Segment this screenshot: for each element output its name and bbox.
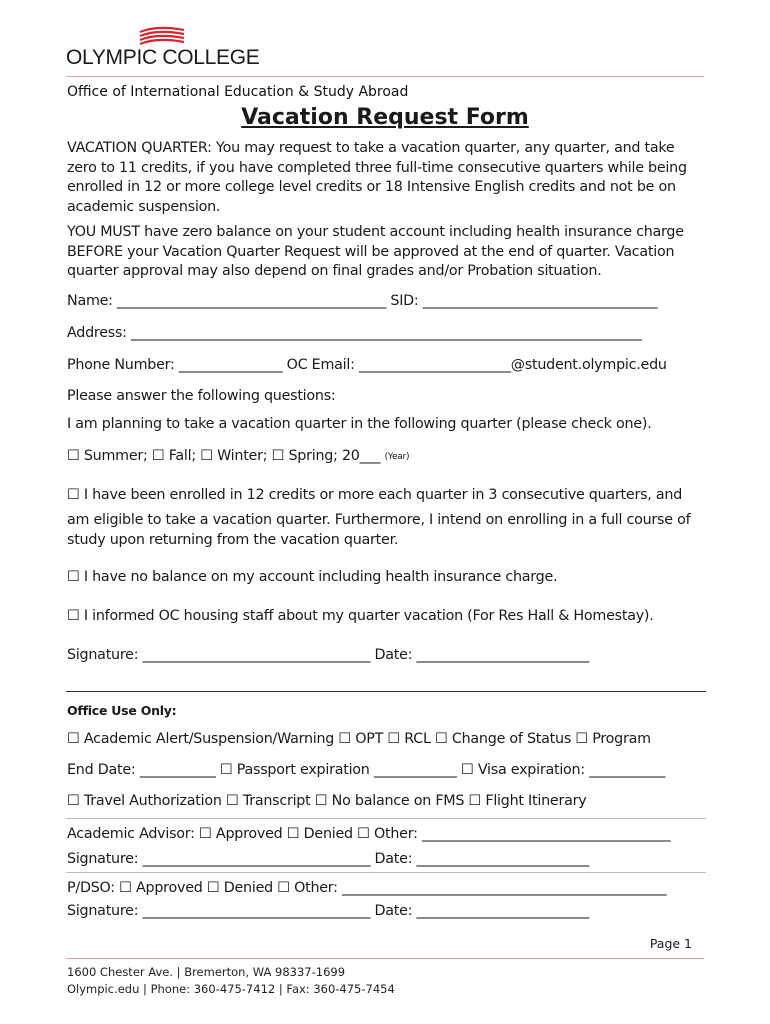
enrolled-statement-line-3: study upon returning from the vacation quarter. [67,532,399,548]
header-divider [66,76,704,77]
office-use-row-2[interactable]: End Date: ___________ ☐ Passport expiration ____________ ☐ Visa expiration: ___________ [67,762,666,778]
olympic-college-logo [66,26,266,72]
office-use-heading: Office Use Only: [67,703,177,718]
footer-address: 1600 Chester Ave. | Bremerton, WA 98337-1699 [67,965,346,979]
office-use-divider [66,691,706,692]
quarter-prompt: I am planning to take a vacation quarter in the following quarter (please check one). [67,416,652,432]
office-use-row-1[interactable]: ☐ Academic Alert/Suspension/Warning ☐ OPT ☐ RCL ☐ Change of Status ☐ Program [67,731,651,747]
office-name: Office of International Education & Study Abroad [67,84,409,100]
housing-checkbox[interactable]: ☐ I informed OC housing staff about my quarter vacation (For Res Hall & Homestay). [67,608,654,624]
office-use-row-3[interactable]: ☐ Travel Authorization ☐ Transcript ☐ No balance on FMS ☐ Flight Itinerary [67,793,587,809]
quarter-checkboxes[interactable]: ☐ Summer; ☐ Fall; ☐ Winter; ☐ Spring; 20___ [67,448,381,464]
advisor-divider [66,818,706,819]
pdso-signature-field[interactable]: Signature: _________________________________ Date: _________________________ [67,903,590,919]
enrolled-statement-line-2: am eligible to take a vacation quarter. Furthermore, I intend on enrolling in a full course of [67,512,691,528]
office-use-label [67,701,707,721]
logo-text: OLYMPIC COLLEGE [66,46,260,69]
footer-contact: Olympic.edu | Phone: 360-475-7412 | Fax: 360-475-7454 [67,982,395,996]
phone-email-field[interactable]: Phone Number: _______________ OC Email: ______________________@student.olympic.edu [67,357,667,373]
advisor-signature-field[interactable]: Signature: _________________________________ Date: _________________________ [67,851,590,867]
intro-vacation-quarter: VACATION QUARTER: You may request to take a vacation quarter, any quarter, and take zero to 11 credits, if you have completed three full-time consecutive quarters while being enrolled in 12 or more college level credits or 18 Intensive English credits and not be on academic suspension. [67,140,687,215]
quarter-options[interactable] [67,446,707,467]
student-signature-field[interactable]: Signature: _________________________________ Date: _________________________ [67,647,590,663]
address-field[interactable]: Address: __________________________________________________________________________ [67,325,642,341]
form-title: Vacation Request Form [241,105,529,130]
academic-advisor-row[interactable]: Academic Advisor: ☐ Approved ☐ Denied ☐ Other: ____________________________________ [67,826,671,842]
pdso-divider [66,872,706,873]
intro-balance-requirement: YOU MUST have zero balance on your student account including health insurance charge BEFORE your Vacation Quarter Request will be approved at the end of quarter. Vacation quarter approval may also depend on final grades and/or Probation situation. [67,224,684,279]
questions-prompt: Please answer the following questions: [67,388,336,404]
page-number: Page 1 [649,936,692,951]
name-sid-field[interactable]: Name: _______________________________________ SID: __________________________________ [67,293,658,309]
logo-swoosh-icon [138,26,186,48]
footer-divider [66,958,704,959]
enrolled-statement-line-1[interactable]: ☐ I have been enrolled in 12 credits or more each quarter in 3 consecutive quarters, and [67,487,683,503]
no-balance-checkbox[interactable]: ☐ I have no balance on my account including health insurance charge. [67,569,558,585]
year-hint: (Year) [384,452,410,462]
pdso-row[interactable]: P/DSO: ☐ Approved ☐ Denied ☐ Other: _______________________________________________ [67,880,667,896]
